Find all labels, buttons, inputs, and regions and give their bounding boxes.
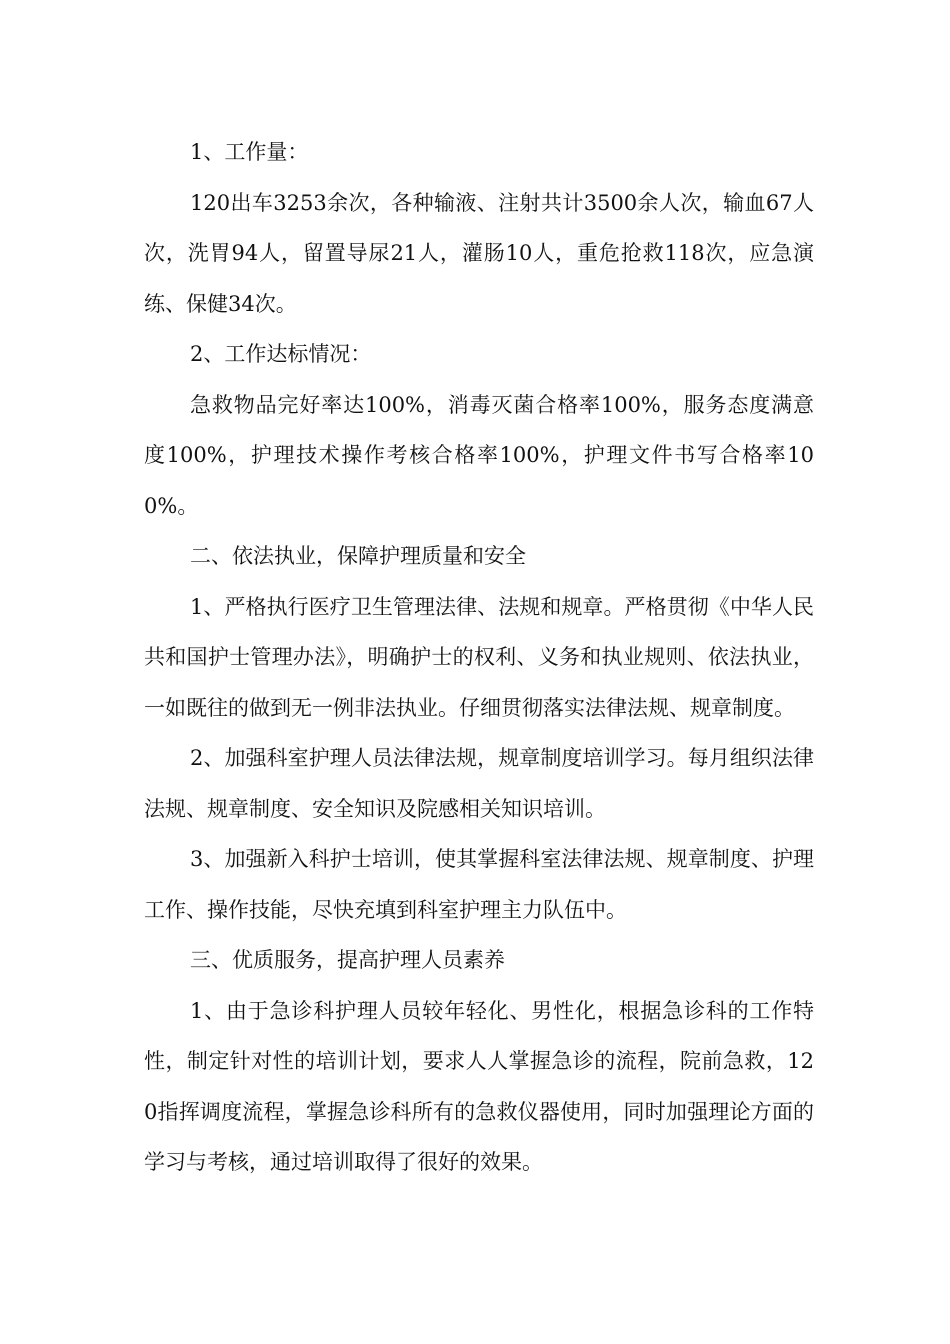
section-three-item-1: 1、由于急诊科护理人员较年轻化、男性化，根据急诊科的工作特性，制定针对性的培训计划，要求人人掌握急诊的流程，院前急救，120指挥调度流程，掌握急诊科所有的急救仪器使用，同时加强理论方面的学习与考核，通过培训取得了很好的效果。: [144, 998, 814, 1174]
section-three-heading: 三、优质服务，提高护理人员素养: [190, 948, 505, 972]
section-two-item-2: 2、加强科室护理人员法律法规，规章制度培训学习。每月组织法律法规、规章制度、安全知识及院感相关知识培训。: [144, 746, 814, 821]
workload-heading: 1、工作量：: [190, 140, 309, 164]
standards-paragraph: 急救物品完好率达100%，消毒灭菌合格率100%，服务态度满意度100%，护理技术操作考核合格率100%，护理文件书写合格率100%。: [144, 392, 814, 518]
workload-paragraph: 120出车3253余次，各种输液、注射共计3500余人次，输血67人次，洗胃94人，留置导尿21人，灌肠10人，重危抢救118次，应急演练、保健34次。: [144, 190, 814, 316]
standards-heading: 2、工作达标情况：: [190, 342, 372, 366]
document-body: [144, 127, 814, 1188]
section-two-heading: 二、依法执业，保障护理质量和安全: [190, 544, 526, 568]
section-two-item-3: 3、加强新入科护士培训，使其掌握科室法律法规、规章制度、护理工作、操作技能，尽快充填到科室护理主力队伍中。: [144, 847, 814, 922]
section-two-item-1: 1、严格执行医疗卫生管理法律、法规和规章。严格贯彻《中华人民共和国护士管理办法》，明确护士的权利、义务和执业规则、依法执业，一如既往的做到无一例非法执业。仔细贯彻落实法律法规、规章制度。: [144, 594, 814, 720]
